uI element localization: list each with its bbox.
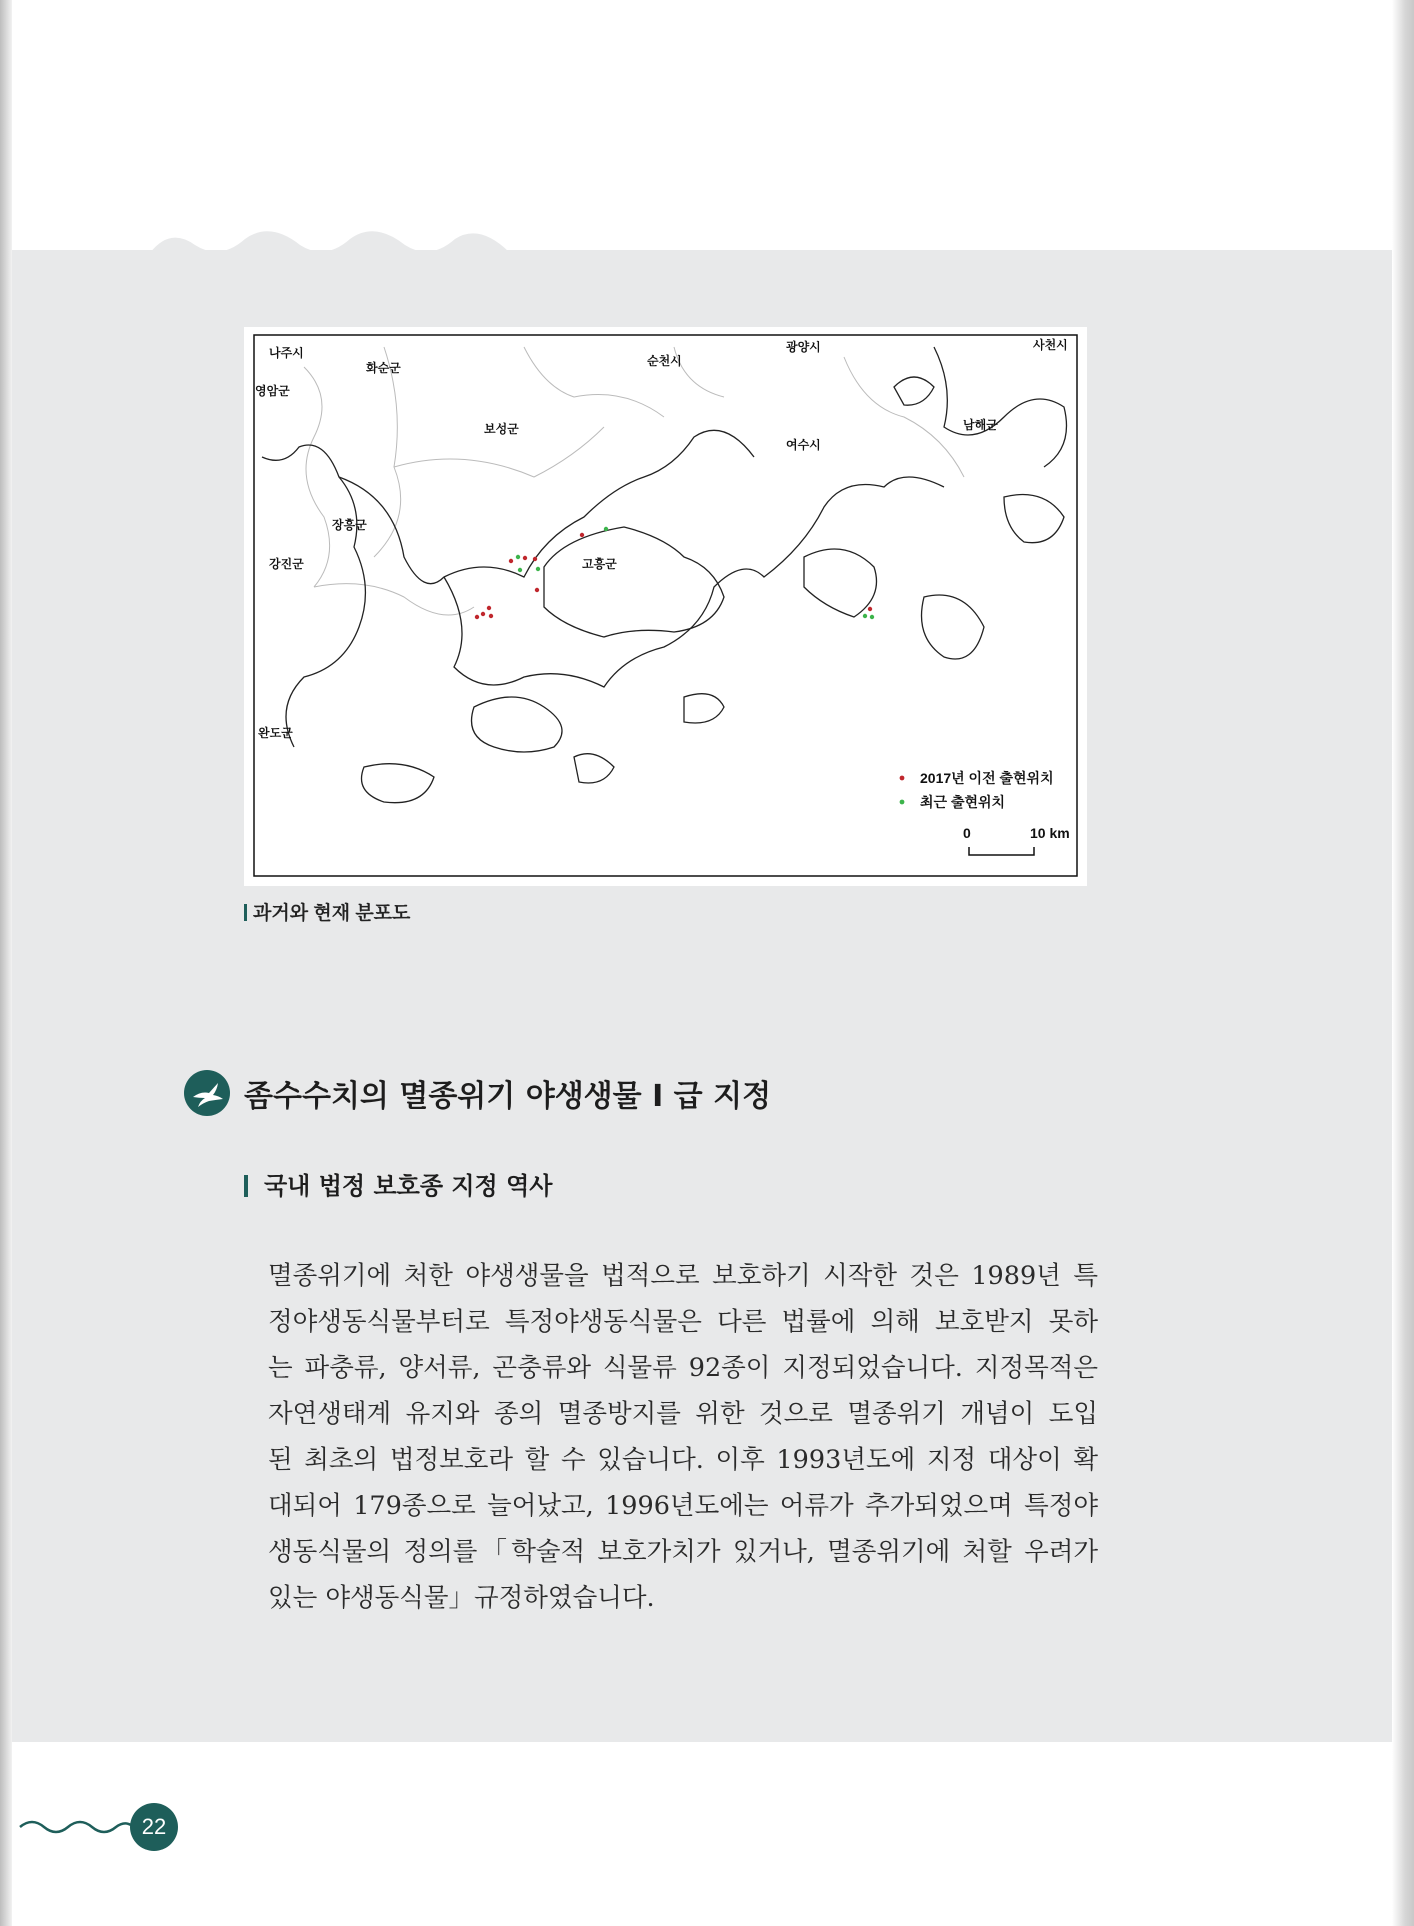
body-line: 생동식물의 정의를「학술적 보호가치가 있거나, 멸종위기에 처할 우려가 <box>268 1537 1098 1567</box>
body-line: 대되어 179종으로 늘어났고, 1996년도에는 어류가 추가되었으며 특정야 <box>268 1491 1098 1521</box>
scale-end-label: 10 km <box>1030 825 1070 841</box>
map-canvas <box>244 327 1087 886</box>
distribution-map <box>244 327 1087 886</box>
scale-start-label: 0 <box>963 825 971 841</box>
body-line: 자연생태계 유지와 종의 멸종방지를 위한 것으로 멸종위기 개념이 도입 <box>268 1399 1098 1429</box>
legend-recent-label: 최근 출현위치 <box>920 794 1006 810</box>
body-line: 정야생동식물부터로 특정야생동식물은 다른 법률에 의해 보호받지 못하 <box>268 1307 1098 1337</box>
page-left-edge <box>0 0 12 1926</box>
body-paragraph <box>268 1253 1098 1621</box>
label-naju: 나주시 <box>269 346 304 360</box>
map-caption <box>244 898 410 925</box>
label-namhae: 남해군 <box>963 418 998 432</box>
page-right-edge <box>1392 0 1414 1926</box>
section-title: 좀수수치의 멸종위기 야생생물 I 급 지정 <box>244 1079 772 1114</box>
label-wando: 완도군 <box>258 726 293 740</box>
body-line: 된 최초의 법정보호라 할 수 있습니다. 이후 1993년도에 지정 대상이 확 <box>268 1445 1098 1475</box>
caption-text: 과거와 현재 분포도 <box>253 903 411 924</box>
label-hwasun: 화순군 <box>366 361 401 375</box>
label-yeosu: 여수시 <box>786 438 821 452</box>
label-sacheon: 사천시 <box>1033 338 1068 352</box>
label-gangjin: 강진군 <box>269 557 304 571</box>
body-line: 있는 야생동식물」규정하였습니다. <box>268 1583 655 1613</box>
subsection-title <box>244 1166 552 1201</box>
page-number: 22 <box>130 1803 178 1851</box>
body-line: 는 파충류, 양서류, 곤충류와 식물류 92종이 지정되었습니다. 지정목적은 <box>268 1353 1098 1383</box>
caption-marker <box>244 904 247 921</box>
label-jangheung: 장흥군 <box>332 518 367 532</box>
label-yeongam: 영암군 <box>255 384 290 398</box>
legend-past-marker <box>900 776 905 781</box>
footer-wave-decoration <box>18 1805 133 1845</box>
body-line: 멸종위기에 처한 야생생물을 법적으로 보호하기 시작한 것은 1989년 특 <box>268 1261 1098 1291</box>
legend-recent-marker <box>900 800 905 805</box>
label-gwangyang: 광양시 <box>786 340 821 354</box>
top-wave-decoration <box>150 225 510 255</box>
label-suncheon: 순천시 <box>647 354 682 368</box>
subsection-marker <box>244 1175 248 1197</box>
bird-icon <box>184 1070 230 1116</box>
label-boseong: 보성군 <box>484 422 519 436</box>
legend-past-label: 2017년 이전 출현위치 <box>920 770 1054 786</box>
subsection-title-text: 국내 법정 보호종 지정 역사 <box>264 1172 553 1200</box>
label-goheung: 고흥군 <box>582 557 617 571</box>
